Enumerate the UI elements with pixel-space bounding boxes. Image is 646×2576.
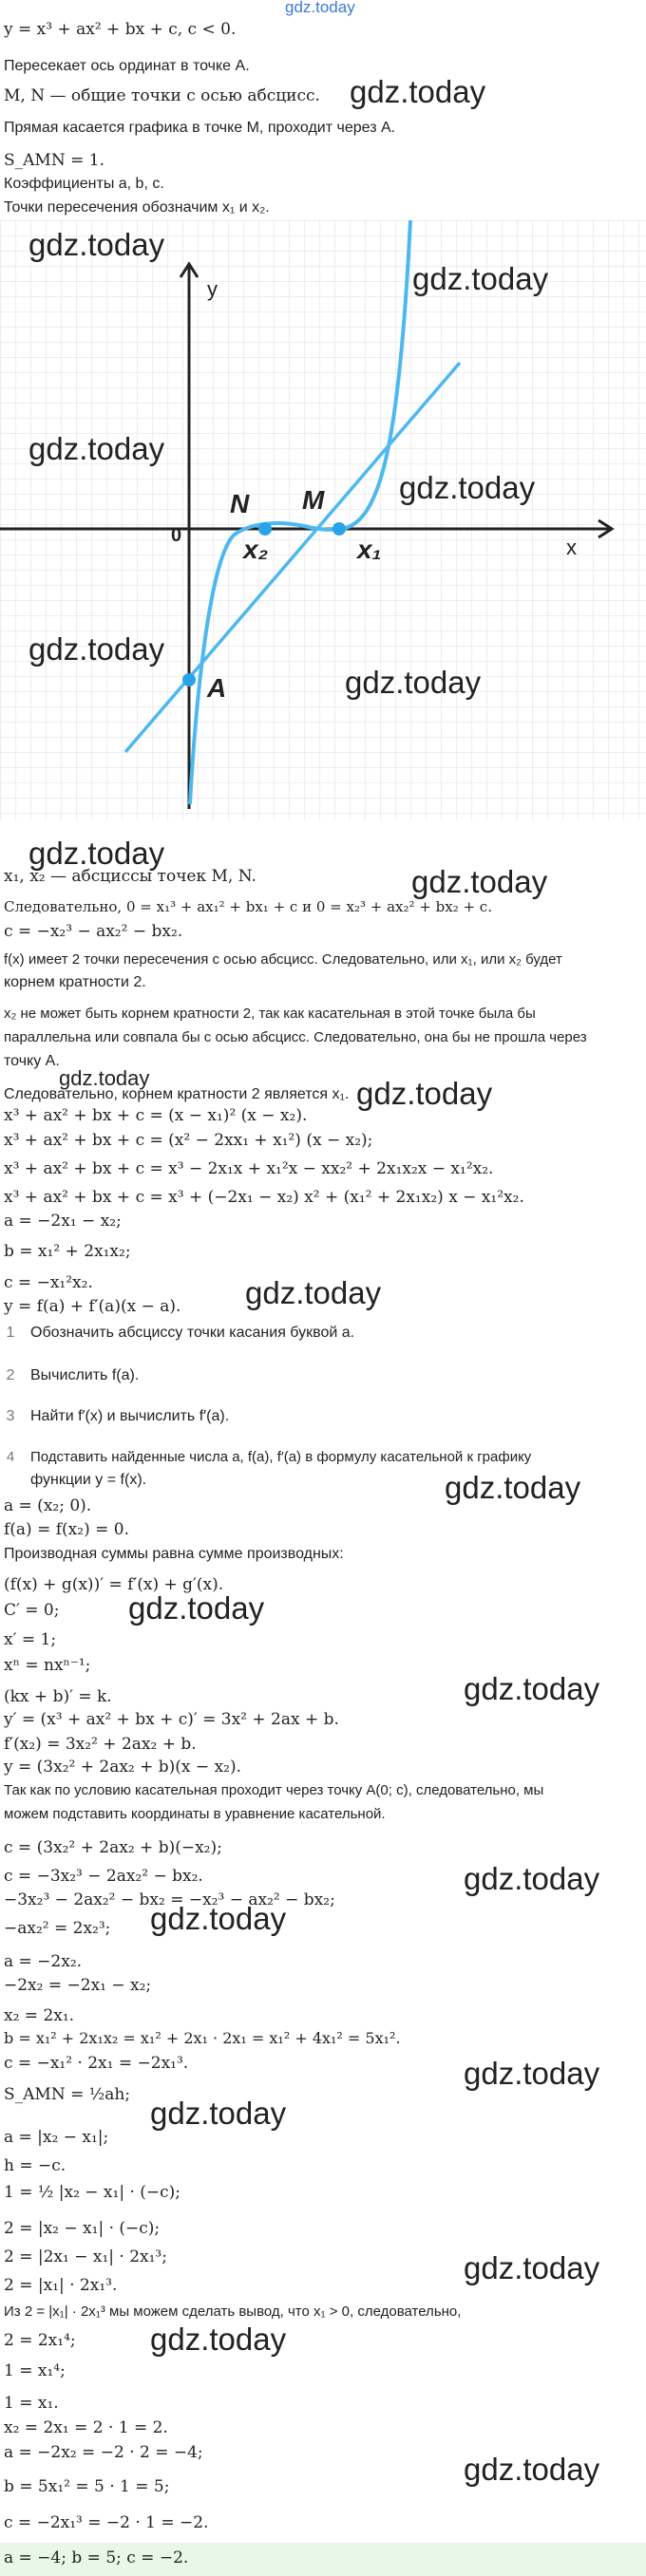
watermark: gdz.today <box>59 1066 150 1090</box>
equation-line: b = x₁² + 2x₁x₂; <box>4 1242 131 1261</box>
watermark: gdz.today <box>150 2096 287 2131</box>
equation-line: C′ = 0; <box>4 1601 60 1620</box>
equation-line: S_AMN = ½ah; <box>4 2085 131 2104</box>
function-graph <box>0 220 646 820</box>
watermark: gdz.today <box>445 1470 581 1505</box>
step-item: 1 Обозначить абсциссу точки касания буквой a. <box>6 1325 355 1341</box>
text-line: параллельна или совпала бы с осью абсцисс. Следовательно, она бы не прошла через <box>4 1029 587 1045</box>
equation-line: c = −2x₁³ = −2 · 1 = −2. <box>4 2513 209 2532</box>
equation-line: 1 = ½ |x₂ − x₁| · (−c); <box>4 2183 181 2202</box>
equation-line: a = |x₂ − x₁|; <box>4 2128 109 2147</box>
equation-line: y′ = (x³ + ax² + bx + c)′ = 3x² + 2ax + b. <box>4 1710 339 1729</box>
equation-line: y = (3x₂² + 2ax₂ + b)(x − x₂). <box>4 1758 242 1777</box>
label-N: N <box>230 489 250 518</box>
watermark: gdz.today <box>245 1275 382 1310</box>
header-watermark: gdz.today <box>285 0 355 16</box>
label-A: A <box>207 673 227 703</box>
watermark: gdz.today <box>28 431 165 466</box>
watermark: gdz.today <box>356 1076 493 1111</box>
text-line: точку A. <box>4 1053 60 1069</box>
text-line: Коэффициенты a, b, c. <box>4 176 164 192</box>
watermark: gdz.today <box>412 261 549 296</box>
point-A <box>182 673 196 686</box>
equation-line: S_AMN = 1. <box>4 151 104 170</box>
label-M: M <box>302 485 325 515</box>
equation-line: c = −x₁² · 2x₁ = −2x₁³. <box>4 2054 189 2073</box>
watermark: gdz.today <box>345 665 482 700</box>
watermark: gdz.today <box>28 227 165 262</box>
text-line: Производная суммы равна сумме производных: <box>4 1546 344 1562</box>
text-line: можем подставить координаты в уравнение касательной. <box>4 1806 386 1822</box>
watermark: gdz.today <box>464 1671 600 1706</box>
watermark: gdz.today <box>464 1861 600 1896</box>
equation-line: 2 = |x₂ − x₁| · (−c); <box>4 2219 161 2238</box>
label-x2: x₂ <box>243 535 269 564</box>
equation-line: x³ + ax² + bx + c = x³ + (−2x₁ − x₂) x² + (x₁² + 2x₁x₂) x − x₁²x₂. <box>4 1188 524 1207</box>
watermark: gdz.today <box>150 2322 287 2357</box>
watermark: gdz.today <box>350 74 486 109</box>
equation-line: b = 5x₁² = 5 · 1 = 5; <box>4 2477 170 2496</box>
equation-line: −3x₂³ − 2ax₂² − bx₂ = −x₂³ − ax₂² − bx₂; <box>4 1890 335 1909</box>
label-x1: x₁ <box>357 535 382 564</box>
text-line: f(x) имеет 2 точки пересечения с осью абсцисс. Следовательно, или x₁, или x₂ будет <box>4 951 562 968</box>
text-line: Так как по условию касательная проходит через точку A(0; c), следовательно, мы <box>4 1782 544 1798</box>
text-line: M, N — общие точки с осью абсцисс. <box>4 86 320 105</box>
point-N <box>258 522 272 536</box>
equation-line: c = −x₂³ − ax₂² − bx₂. <box>4 922 183 941</box>
equation-line: 2 = |2x₁ − x₁| · 2x₁³; <box>4 2247 167 2266</box>
equation-line: 2 = 2x₁⁴; <box>4 2331 76 2350</box>
text-line: Пересекает ось ординат в точке A. <box>4 58 250 74</box>
equation-line: h = −c. <box>4 2156 66 2175</box>
text-line: x₂ не может быть корнем кратности 2, так как касательная в этой точке была бы <box>4 1006 536 1022</box>
equation-line: −ax₂² = 2x₂³; <box>4 1919 111 1938</box>
equation-line: a = −2x₂ = −2 · 2 = −4; <box>4 2443 203 2462</box>
answer-line: a = −4; b = 5; c = −2. <box>4 2548 189 2567</box>
watermark: gdz.today <box>150 1901 287 1936</box>
equation-line: a = −2x₁ − x₂; <box>4 1212 122 1231</box>
watermark: gdz.today <box>464 2056 600 2091</box>
equation-line: x³ + ax² + bx + c = x³ − 2x₁x + x₁²x − xx₂² + 2x₁x₂x − x₁²x₂. <box>4 1159 494 1178</box>
watermark: gdz.today <box>464 2250 600 2285</box>
equation-line: 2 = |x₁| · 2x₁³. <box>4 2276 118 2295</box>
equation-line: x³ + ax² + bx + c = (x − x₁)² (x − x₂). <box>4 1106 308 1125</box>
text-line: Точки пересечения обозначим x₁ и x₂. <box>4 199 270 216</box>
equation-line: y = f(a) + f′(a)(x − a). <box>4 1297 181 1316</box>
equation-line: a = (x₂; 0). <box>4 1496 92 1515</box>
equation-line: c = (3x₂² + 2ax₂ + b)(−x₂); <box>4 1838 222 1857</box>
equation-line: c = −3x₂³ − 2ax₂² − bx₂. <box>4 1867 203 1886</box>
equation-line: x₂ = 2x₁ = 2 · 1 = 2. <box>4 2418 168 2437</box>
step-item: 4 Подставить найденные числа a, f(a), f′(a) в формулу касательной к графику <box>6 1449 532 1465</box>
equation-line: f′(x₂) = 3x₂² + 2ax₂ + b. <box>4 1735 197 1754</box>
equation-line: x₂ = 2x₁. <box>4 2006 75 2025</box>
equation-line: (f(x) + g(x))′ = f′(x) + g′(x). <box>4 1575 224 1594</box>
watermark: gdz.today <box>28 836 165 871</box>
x-axis-label: x <box>566 536 577 559</box>
watermark: gdz.today <box>464 2452 600 2487</box>
watermark: gdz.today <box>28 631 165 667</box>
equation-line: x³ + ax² + bx + c = (x² − 2xx₁ + x₁²) (x − x₂); <box>4 1131 373 1150</box>
y-axis-label: y <box>207 277 218 301</box>
equation-line: y = x³ + ax² + bx + c, c < 0. <box>4 20 237 39</box>
equation-line: xⁿ = nxⁿ⁻¹; <box>4 1656 91 1675</box>
watermark: gdz.today <box>399 470 536 505</box>
step-item: 3 Найти f′(x) и вычислить f′(a). <box>6 1408 230 1424</box>
text-line: Из 2 = |x₁| · 2x₁³ мы можем сделать вывод, что x₁ > 0, следовательно, <box>4 2303 462 2320</box>
equation-line: x′ = 1; <box>4 1630 57 1649</box>
equation-line: −2x₂ = −2x₁ − x₂; <box>4 1976 152 1995</box>
equation-line: 1 = x₁⁴; <box>4 2361 66 2380</box>
text-line: x₁, x₂ — абсциссы точек M, N. <box>4 867 256 886</box>
watermark: gdz.today <box>128 1590 265 1626</box>
equation-line: b = x₁² + 2x₁x₂ = x₁² + 2x₁ · 2x₁ = x₁² + 4x₁² = 5x₁². <box>4 2029 401 2047</box>
equation-line: a = −2x₂. <box>4 1952 83 1971</box>
watermark: gdz.today <box>411 864 548 899</box>
equation-line: f(a) = f(x₂) = 0. <box>4 1520 129 1539</box>
text-line: Следовательно, корнем кратности 2 является x₁. <box>4 1086 350 1102</box>
equation-line: c = −x₁²x₂. <box>4 1273 93 1292</box>
origin-label: 0 <box>171 525 182 546</box>
text-line: Прямая касается графика в точке M, проходит через A. <box>4 120 396 136</box>
equation-line: (kx + b)′ = k. <box>4 1687 112 1706</box>
text-line: корнем кратности 2. <box>4 974 146 990</box>
step-item-continued: функции y = f(x). <box>30 1472 147 1488</box>
step-item: 2 Вычислить f(a). <box>6 1367 140 1383</box>
equation-line: Следовательно, 0 = x₁³ + ax₁² + bx₁ + c и 0 = x₂³ + ax₂² + bx₂ + c. <box>4 898 492 915</box>
equation-line: 1 = x₁. <box>4 2394 59 2413</box>
point-M <box>332 522 346 536</box>
